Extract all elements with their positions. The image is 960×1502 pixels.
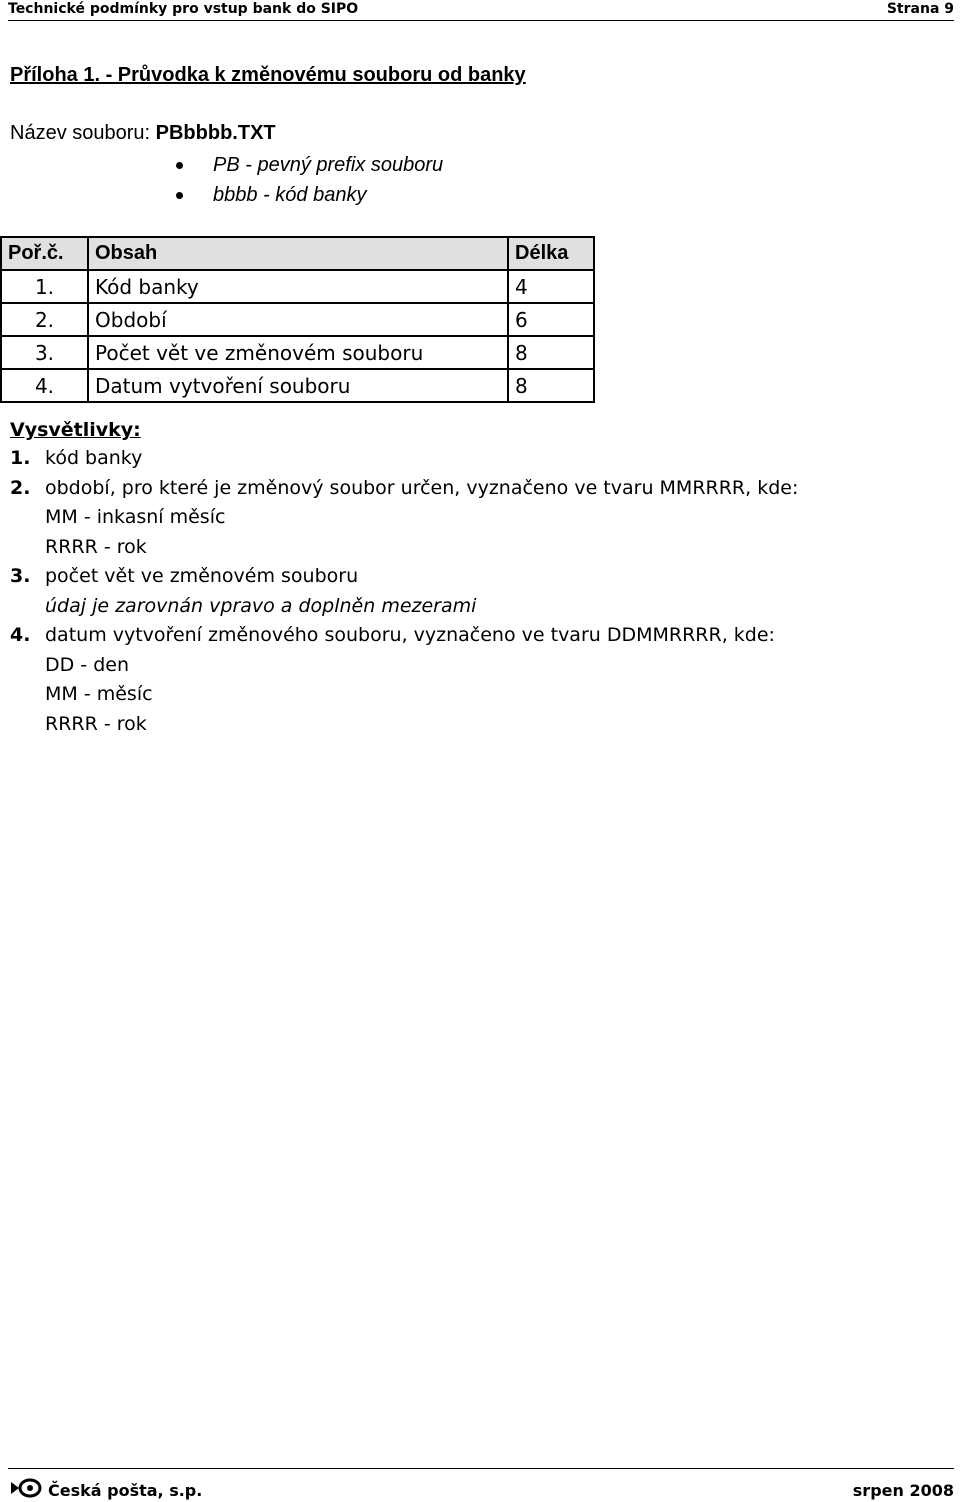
table-cell: 1. [1,270,88,303]
note-item: 2. období, pro které je změnový soubor určen, vyznačeno ve tvaru MMRRRR, kde: [10,476,799,499]
table-cell: 3. [1,336,88,369]
bullet-icon [176,192,183,199]
table-cell: 4 [508,270,594,303]
filename-label: Název souboru: [10,122,156,144]
table-cell: 8 [508,369,594,402]
note-subitem: údaj je zarovnán vpravo a doplněn mezerami [45,594,477,617]
list-item: bbbb - kód banky [176,180,443,210]
notes-heading: Vysvětlivky: [10,419,141,441]
column-header-length: Délka [508,237,594,270]
column-header-content: Obsah [88,237,508,270]
table-cell: Počet vět ve změnovém souboru [88,336,508,369]
note-subitem: MM - měsíc [45,683,153,705]
table-cell: Datum vytvoření souboru [88,369,508,402]
page-footer [8,1468,954,1501]
document-title: Technické podmínky pro vstup bank do SIPO [8,1,359,17]
horn-logo-icon [10,1478,42,1498]
note-item: 4. datum vytvoření změnového souboru, vyznačeno ve tvaru DDMMRRRR, kde: [10,624,775,646]
filename-value: PBbbbb.TXT [155,122,276,144]
content-table [0,236,595,403]
table-row [1,303,594,336]
table-cell: 4. [1,369,88,402]
note-subitem: RRRR - rok [45,535,147,558]
note-subitem: DD - den [45,653,129,676]
page-number: Strana 9 [886,1,954,17]
filename-line [10,122,276,145]
table-cell: Kód banky [88,270,508,303]
brand-name: Česká pošta, s.p. [48,1481,203,1500]
list-item: PB - pevný prefix souboru [176,150,443,180]
appendix-title: Příloha 1. - Průvodka k změnovému souboru od banky [10,64,526,86]
footer-date: srpen 2008 [852,1481,954,1500]
note-item: 1. kód banky [10,447,143,469]
note-item: 3. počet vět ve změnovém souboru [10,565,359,587]
table-row [1,336,594,369]
bullet-icon [176,162,183,169]
note-subitem: RRRR - rok [45,712,147,735]
table-row [1,270,594,303]
table-cell: Období [88,303,508,336]
table-cell: 2. [1,303,88,336]
table-header-row [1,237,594,270]
column-header-order: Poř.č. [1,237,88,270]
notes-section [10,416,798,739]
table-cell: 6 [508,303,594,336]
table-row [1,369,594,402]
page-header [8,0,954,21]
table-cell: 8 [508,336,594,369]
note-subitem: MM - inkasní měsíc [45,506,226,528]
filename-parts-list [176,150,443,210]
